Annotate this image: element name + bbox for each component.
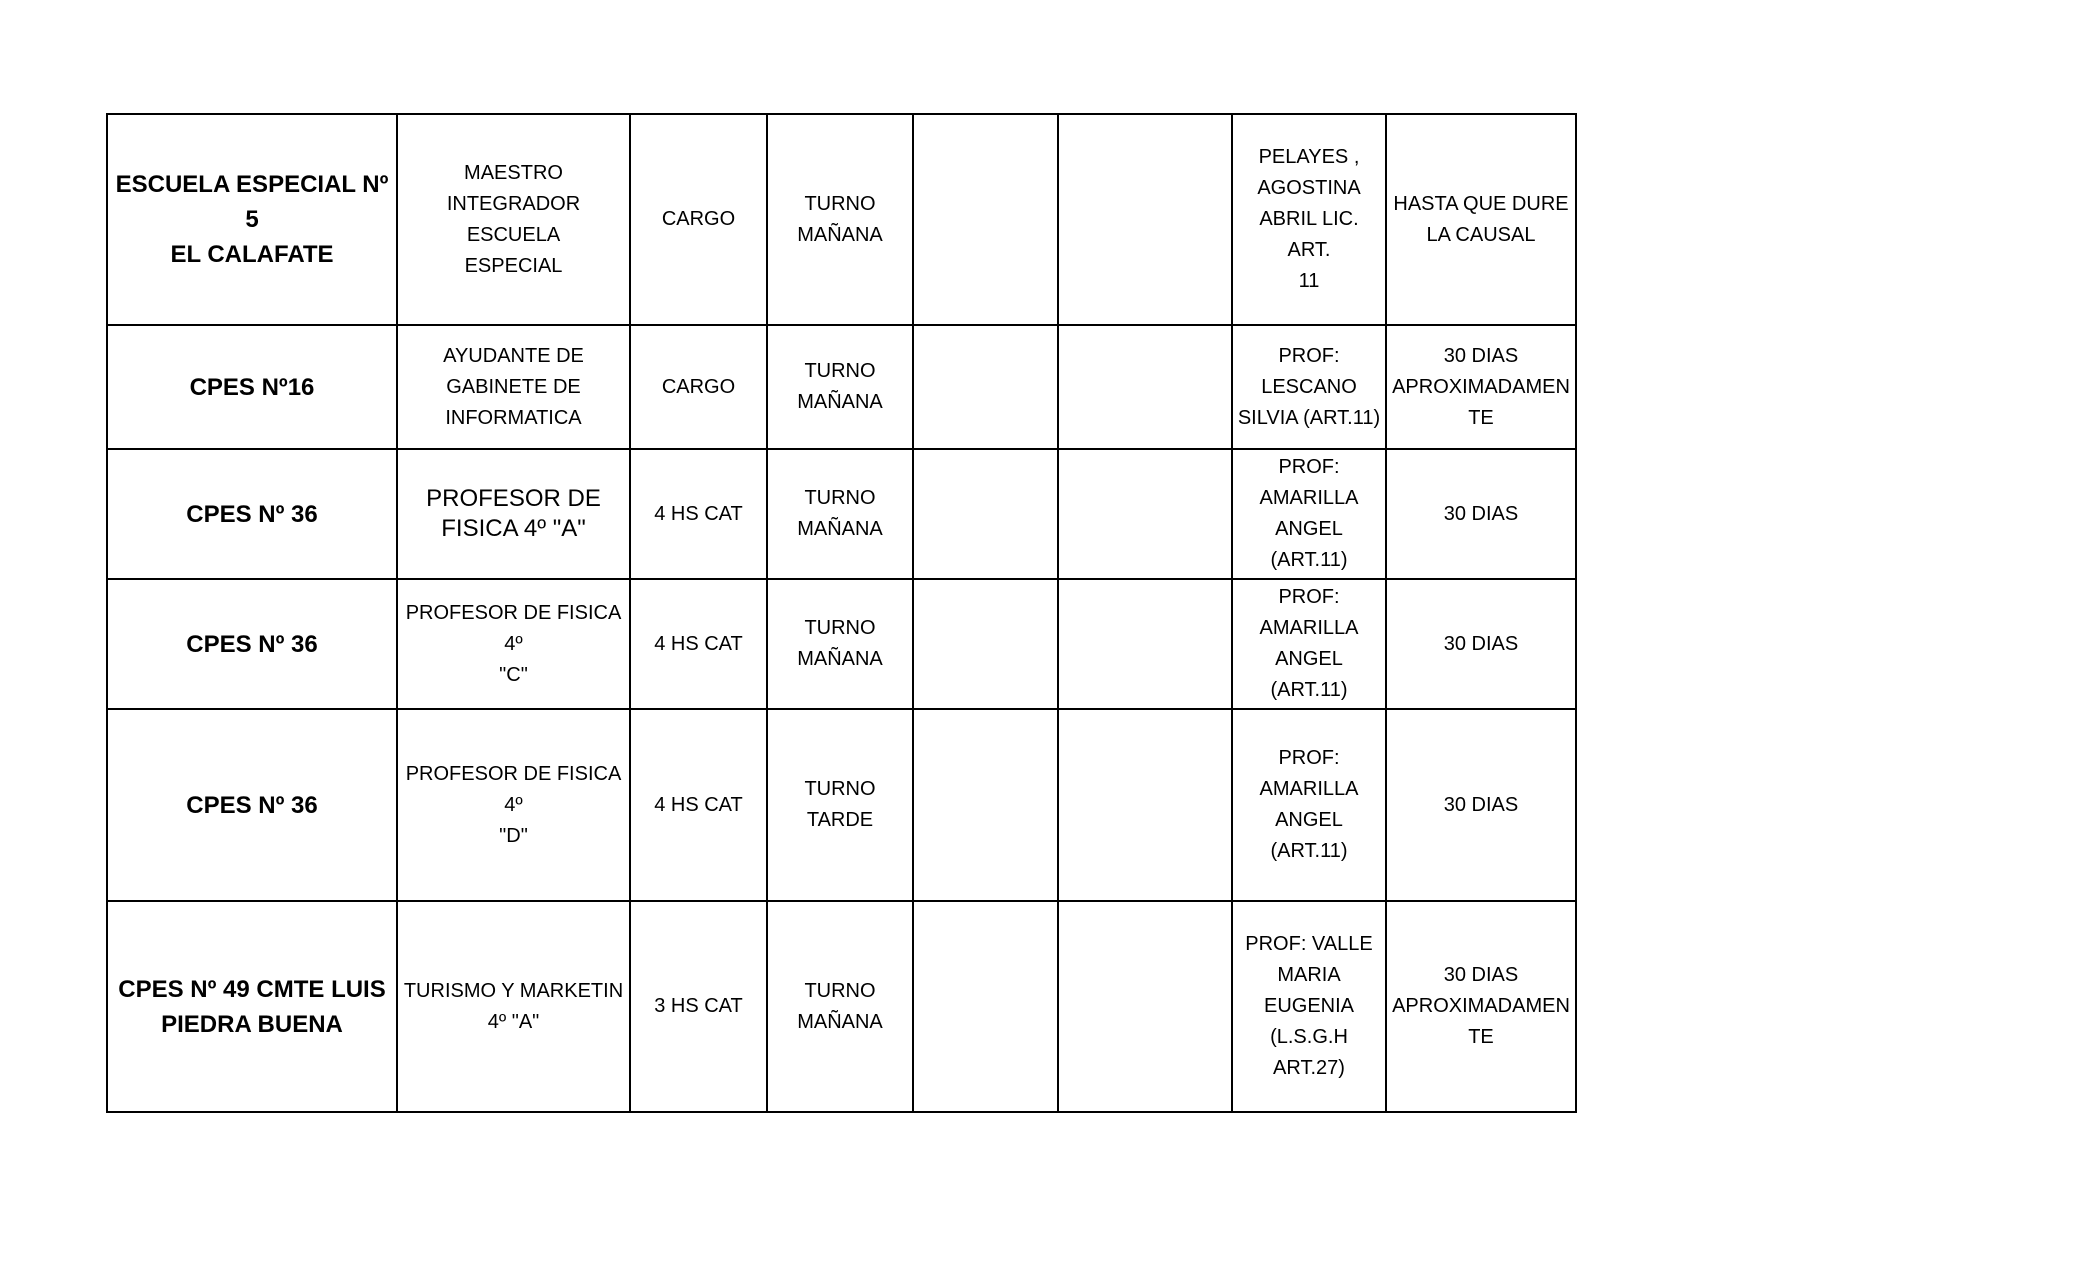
duration-cell: 30 DIAS [1386,579,1576,709]
hours-cell: 3 HS CAT [630,901,767,1112]
duration-cell: HASTA QUE DURE LA CAUSAL [1386,114,1576,325]
position-cell: PROFESOR DE FISICA 4º "D" [397,709,630,901]
table-row [107,901,1576,1112]
empty-cell [913,579,1058,709]
replaces-cell: PROF: VALLE MARIA EUGENIA (L.S.G.H ART.27) [1232,901,1386,1112]
hours-cell: CARGO [630,114,767,325]
school-cell: ESCUELA ESPECIAL Nº 5 EL CALAFATE [107,114,397,325]
table-row [107,449,1576,579]
shift-cell: TURNO MAÑANA [767,579,913,709]
duration-cell: 30 DIAS APROXIMADAMEN TE [1386,901,1576,1112]
hours-cell: 4 HS CAT [630,449,767,579]
replaces-cell: PROF: AMARILLA ANGEL (ART.11) [1232,449,1386,579]
shift-cell: TURNO MAÑANA [767,114,913,325]
vacancies-table [106,113,1577,1113]
position-cell: AYUDANTE DE GABINETE DE INFORMATICA [397,325,630,449]
duration-cell: 30 DIAS APROXIMADAMEN TE [1386,325,1576,449]
school-cell: CPES Nº16 [107,325,397,449]
replaces-cell: PROF: AMARILLA ANGEL (ART.11) [1232,579,1386,709]
duration-cell: 30 DIAS [1386,709,1576,901]
position-cell: PROFESOR DE FISICA 4º "C" [397,579,630,709]
empty-cell [1058,901,1232,1112]
position-cell: MAESTRO INTEGRADOR ESCUELA ESPECIAL [397,114,630,325]
hours-cell: 4 HS CAT [630,579,767,709]
empty-cell [913,114,1058,325]
position-cell: TURISMO Y MARKETIN 4º "A" [397,901,630,1112]
empty-cell [1058,114,1232,325]
shift-cell: TURNO MAÑANA [767,449,913,579]
table-row [107,325,1576,449]
replaces-cell: PROF: AMARILLA ANGEL (ART.11) [1232,709,1386,901]
school-cell: CPES Nº 36 [107,449,397,579]
empty-cell [1058,449,1232,579]
replaces-cell: PROF: LESCANO SILVIA (ART.11) [1232,325,1386,449]
empty-cell [913,449,1058,579]
replaces-cell: PELAYES , AGOSTINA ABRIL LIC. ART. 11 [1232,114,1386,325]
empty-cell [1058,579,1232,709]
empty-cell [913,901,1058,1112]
empty-cell [913,709,1058,901]
hours-cell: 4 HS CAT [630,709,767,901]
position-cell: PROFESOR DE FISICA 4º "A" [397,449,630,579]
empty-cell [1058,325,1232,449]
hours-cell: CARGO [630,325,767,449]
shift-cell: TURNO TARDE [767,709,913,901]
table-row [107,579,1576,709]
shift-cell: TURNO MAÑANA [767,901,913,1112]
duration-cell: 30 DIAS [1386,449,1576,579]
empty-cell [1058,709,1232,901]
shift-cell: TURNO MAÑANA [767,325,913,449]
school-cell: CPES Nº 36 [107,709,397,901]
table-row [107,709,1576,901]
school-cell: CPES Nº 49 CMTE LUIS PIEDRA BUENA [107,901,397,1112]
school-cell: CPES Nº 36 [107,579,397,709]
empty-cell [913,325,1058,449]
table-row [107,114,1576,325]
